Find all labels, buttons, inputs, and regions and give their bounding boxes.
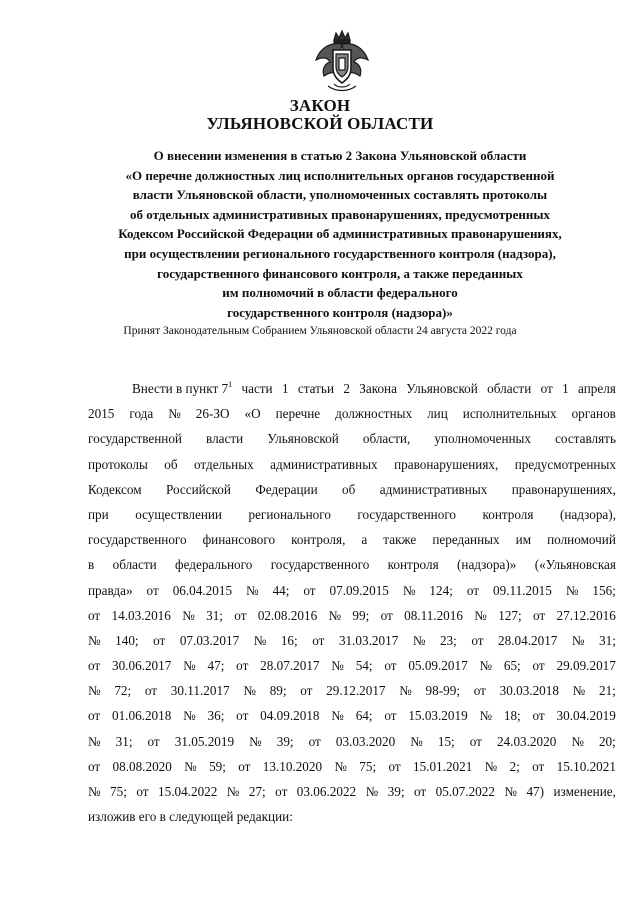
- word: 75;: [359, 758, 377, 774]
- word: от: [136, 784, 149, 799]
- word: 23;: [439, 632, 457, 648]
- word: №: [402, 582, 416, 598]
- word: №: [484, 758, 498, 774]
- word: 07.03.2017: [179, 632, 240, 648]
- word: правда»: [88, 582, 133, 598]
- word: от: [88, 708, 101, 724]
- body-line: [88, 703, 616, 728]
- word: 31.05.2019: [174, 733, 235, 749]
- word: «О: [244, 406, 261, 422]
- body-line: [88, 729, 616, 754]
- word: 15.04.2022: [158, 784, 218, 799]
- subject-line: при осуществлении регионального государственного контроля (надзора),: [124, 245, 556, 261]
- body-line: [88, 578, 616, 603]
- word: (надзора)»: [457, 557, 517, 573]
- word: от: [303, 582, 316, 598]
- word: 27;: [248, 784, 266, 799]
- word: от: [234, 607, 247, 623]
- word: года: [129, 406, 154, 422]
- word: 140;: [115, 632, 139, 648]
- word: административных: [379, 481, 488, 497]
- word: от: [147, 733, 160, 749]
- word: от: [533, 607, 546, 623]
- word: 07.09.2015: [329, 582, 389, 598]
- word: от: [384, 708, 397, 724]
- body-line: [88, 452, 616, 477]
- word: от: [388, 758, 401, 774]
- word: №: [571, 733, 584, 749]
- word: от: [473, 683, 486, 699]
- word: от: [153, 632, 166, 648]
- word: 99;: [352, 607, 370, 623]
- word: изменение,: [553, 784, 616, 799]
- word: части: [241, 381, 273, 396]
- word: 39;: [387, 784, 405, 799]
- word: №: [182, 607, 195, 623]
- word: от: [384, 658, 397, 674]
- word: государственного: [270, 557, 370, 573]
- word: №: [565, 582, 579, 598]
- word: 156;: [592, 582, 616, 598]
- body-line: [88, 603, 616, 628]
- word: составлять: [555, 431, 616, 447]
- word: №: [571, 632, 585, 648]
- word: 2015: [88, 406, 115, 422]
- word: №: [399, 683, 412, 699]
- word: №: [226, 784, 240, 799]
- body-line: [88, 502, 616, 527]
- word: от: [144, 683, 158, 699]
- word: от: [540, 381, 553, 396]
- word: им: [515, 532, 532, 548]
- word: №: [243, 683, 256, 699]
- word: исполнительных: [462, 406, 557, 422]
- word: 01.06.2018: [111, 708, 172, 724]
- body-line: [88, 804, 616, 829]
- word: 16;: [280, 632, 298, 648]
- word: власти: [206, 431, 244, 447]
- word: №: [365, 784, 379, 799]
- word: №: [328, 607, 342, 623]
- word: 28.07.2017: [260, 658, 320, 674]
- word: 27.12.2016: [556, 607, 616, 623]
- word: №: [88, 683, 101, 699]
- word: («Ульяновская: [534, 557, 616, 573]
- word: 31.03.2017: [338, 632, 399, 648]
- subject-line: им полномочий в области федерального: [222, 285, 458, 301]
- word: от: [413, 784, 427, 799]
- word: от: [88, 758, 101, 774]
- word: переданных: [432, 532, 500, 548]
- word: 15;: [437, 733, 455, 749]
- word: от: [146, 582, 159, 598]
- word: Российской: [165, 481, 231, 497]
- word: 64;: [355, 708, 373, 724]
- adoption-statement: Принят Законодательным Собранием Ульяновской области 24 августа 2022 года: [123, 325, 517, 337]
- word: 127;: [498, 607, 522, 623]
- word: №: [572, 683, 586, 699]
- word: 28.04.2017: [498, 632, 558, 648]
- law-subject: [100, 146, 580, 322]
- word: осуществлении: [135, 506, 222, 522]
- body-line: [88, 527, 616, 552]
- word: №: [88, 784, 101, 799]
- word: 2;: [509, 758, 520, 774]
- body-line: [88, 401, 616, 426]
- word: 05.07.2022: [435, 784, 495, 799]
- word: №: [184, 758, 197, 774]
- word: 1: [562, 381, 569, 396]
- word: от: [236, 658, 249, 674]
- word: №: [331, 708, 344, 724]
- word: от: [532, 708, 545, 724]
- word: 14.03.2016: [111, 607, 171, 623]
- word: полномочий: [547, 532, 616, 548]
- word: в: [88, 557, 95, 573]
- word: предусмотренных: [514, 456, 616, 472]
- word: 54;: [355, 658, 373, 674]
- body-line: [88, 678, 616, 703]
- word: №: [183, 708, 196, 724]
- word: 08.08.2020: [112, 758, 172, 774]
- word: статьи: [297, 381, 334, 396]
- body-line: [88, 477, 616, 502]
- word: 18;: [503, 708, 521, 724]
- word: области,: [362, 431, 411, 447]
- region-heading: УЛЬЯНОВСКОЙ ОБЛАСТИ: [206, 114, 434, 133]
- word: Ульяновской: [267, 431, 339, 447]
- word: государственного: [88, 532, 187, 548]
- word: области: [487, 381, 532, 396]
- word: 04.09.2018: [260, 708, 320, 724]
- body-line: [88, 426, 616, 451]
- word: 44;: [272, 582, 290, 598]
- word: 36;: [207, 708, 225, 724]
- superscript: 1: [228, 379, 233, 389]
- word: 65;: [503, 658, 521, 674]
- word: правонарушениях,: [511, 481, 616, 497]
- word: от: [236, 708, 249, 724]
- word: №: [88, 733, 101, 749]
- word: от: [466, 582, 480, 598]
- word: 30.06.2017: [111, 658, 172, 674]
- subject-line: власти Ульяновской области, уполномоченных составлять протоколы: [132, 187, 548, 203]
- body-line: [88, 552, 616, 577]
- word: контроля,: [291, 532, 346, 548]
- body-first-segment: Внести в пункт $7^1$: [132, 379, 233, 396]
- word: от: [471, 632, 484, 648]
- word: №: [412, 632, 426, 648]
- word: регионального: [248, 506, 331, 522]
- word: 31;: [599, 632, 616, 648]
- word: об: [164, 456, 178, 472]
- word: 1: [281, 381, 289, 396]
- word: государственной: [88, 431, 182, 447]
- document-type-heading: ЗАКОН: [289, 96, 351, 115]
- body-line: [88, 376, 616, 401]
- word: 72;: [114, 683, 132, 699]
- word: №: [246, 582, 259, 598]
- coat-of-arms-icon: [312, 28, 372, 94]
- word: от: [380, 607, 393, 623]
- word: также: [383, 532, 417, 548]
- word: 24.03.2020: [496, 733, 557, 749]
- word: 08.11.2016: [404, 607, 463, 623]
- word: 15.01.2021: [412, 758, 473, 774]
- word: при: [88, 506, 109, 522]
- subject-line: Кодексом Российской Федерации об административных правонарушениях,: [118, 226, 562, 242]
- word: от: [275, 784, 288, 799]
- word: №: [479, 708, 493, 724]
- word: 21;: [598, 683, 616, 699]
- body-line-text: изложив его в следующей редакции:: [88, 809, 293, 825]
- word: органов: [571, 406, 616, 422]
- word: 30.03.2018: [499, 683, 559, 699]
- word: 05.09.2017: [408, 658, 468, 674]
- word: 2: [343, 381, 350, 396]
- word: отдельных: [194, 456, 254, 472]
- word: №: [504, 784, 517, 799]
- word: а: [361, 532, 368, 548]
- word: от: [88, 607, 101, 623]
- word: №: [331, 658, 344, 674]
- word: Федерации: [255, 481, 318, 497]
- word: от: [469, 733, 482, 749]
- word: 13.10.2020: [262, 758, 323, 774]
- word: должностных: [335, 406, 413, 422]
- body-line: [88, 779, 616, 804]
- subject-line: «О перечне должностных лиц исполнительных органов государственной: [125, 167, 555, 183]
- word: №: [88, 632, 101, 648]
- word: (надзора),: [559, 506, 616, 522]
- word: 06.04.2015: [172, 582, 233, 598]
- word: государственного: [357, 506, 457, 522]
- word: 59;: [209, 758, 226, 774]
- word: 15.10.2021: [556, 758, 616, 774]
- word: от: [532, 758, 545, 774]
- word: 31;: [206, 607, 223, 623]
- word: Закона: [359, 381, 397, 396]
- word: финансового: [202, 532, 276, 548]
- law-body: [88, 376, 616, 829]
- word: 98-99;: [425, 683, 460, 699]
- subject-line: об отдельных административных правонарушениях, предусмотренных: [129, 206, 550, 222]
- word: №: [168, 406, 181, 422]
- word: уполномоченных: [434, 431, 532, 447]
- word: 15.03.2019: [408, 708, 468, 724]
- word: 03.06.2022: [296, 784, 357, 799]
- word: 89;: [269, 683, 287, 699]
- word: №: [479, 658, 493, 674]
- word: 47): [526, 784, 545, 799]
- word: от: [312, 632, 325, 648]
- word: от: [238, 758, 251, 774]
- word: административных: [270, 456, 378, 472]
- word: от: [300, 683, 313, 699]
- word: лиц: [427, 406, 448, 422]
- word: №: [183, 658, 196, 674]
- word: №: [249, 733, 262, 749]
- word: №: [410, 733, 423, 749]
- subject-line: О внесении изменения в статью 2 Закона Ульяновской области: [153, 148, 527, 163]
- word: №: [474, 607, 487, 623]
- word: апреля: [578, 381, 616, 396]
- word: протоколы: [88, 456, 148, 472]
- word: 47;: [207, 658, 225, 674]
- word: 03.03.2020: [335, 733, 396, 749]
- word: от: [308, 733, 321, 749]
- word: 31;: [115, 733, 133, 749]
- word: 02.08.2016: [257, 607, 318, 623]
- word: контроля: [387, 557, 439, 573]
- word: об: [342, 481, 356, 497]
- body-line: [88, 653, 616, 678]
- word: 20;: [598, 733, 616, 749]
- word: области: [112, 557, 157, 573]
- word: 75;: [110, 784, 127, 799]
- body-line: [88, 628, 616, 653]
- word: Ульяновской: [406, 381, 478, 396]
- word: 39;: [276, 733, 294, 749]
- word: 26-ЗО: [195, 406, 230, 422]
- word: №: [334, 758, 347, 774]
- word: от: [532, 658, 545, 674]
- body-line: [88, 754, 616, 779]
- word: правонарушениях,: [394, 456, 499, 472]
- word: перечне: [275, 406, 321, 422]
- word: 124;: [429, 582, 453, 598]
- word: контроля: [482, 506, 534, 522]
- word: 30.04.2019: [556, 708, 616, 724]
- word: федерального: [175, 557, 253, 573]
- word: 09.11.2015: [493, 582, 552, 598]
- word: от: [88, 658, 101, 674]
- word: №: [253, 632, 267, 648]
- word: Кодексом: [88, 481, 142, 497]
- subject-line: государственного контроля (надзора)»: [227, 304, 453, 320]
- subject-line: государственного финансового контроля, а также переданных: [157, 265, 523, 281]
- word: 29.09.2017: [556, 658, 616, 674]
- word: 29.12.2017: [326, 683, 386, 699]
- word: 30.11.2017: [170, 683, 230, 699]
